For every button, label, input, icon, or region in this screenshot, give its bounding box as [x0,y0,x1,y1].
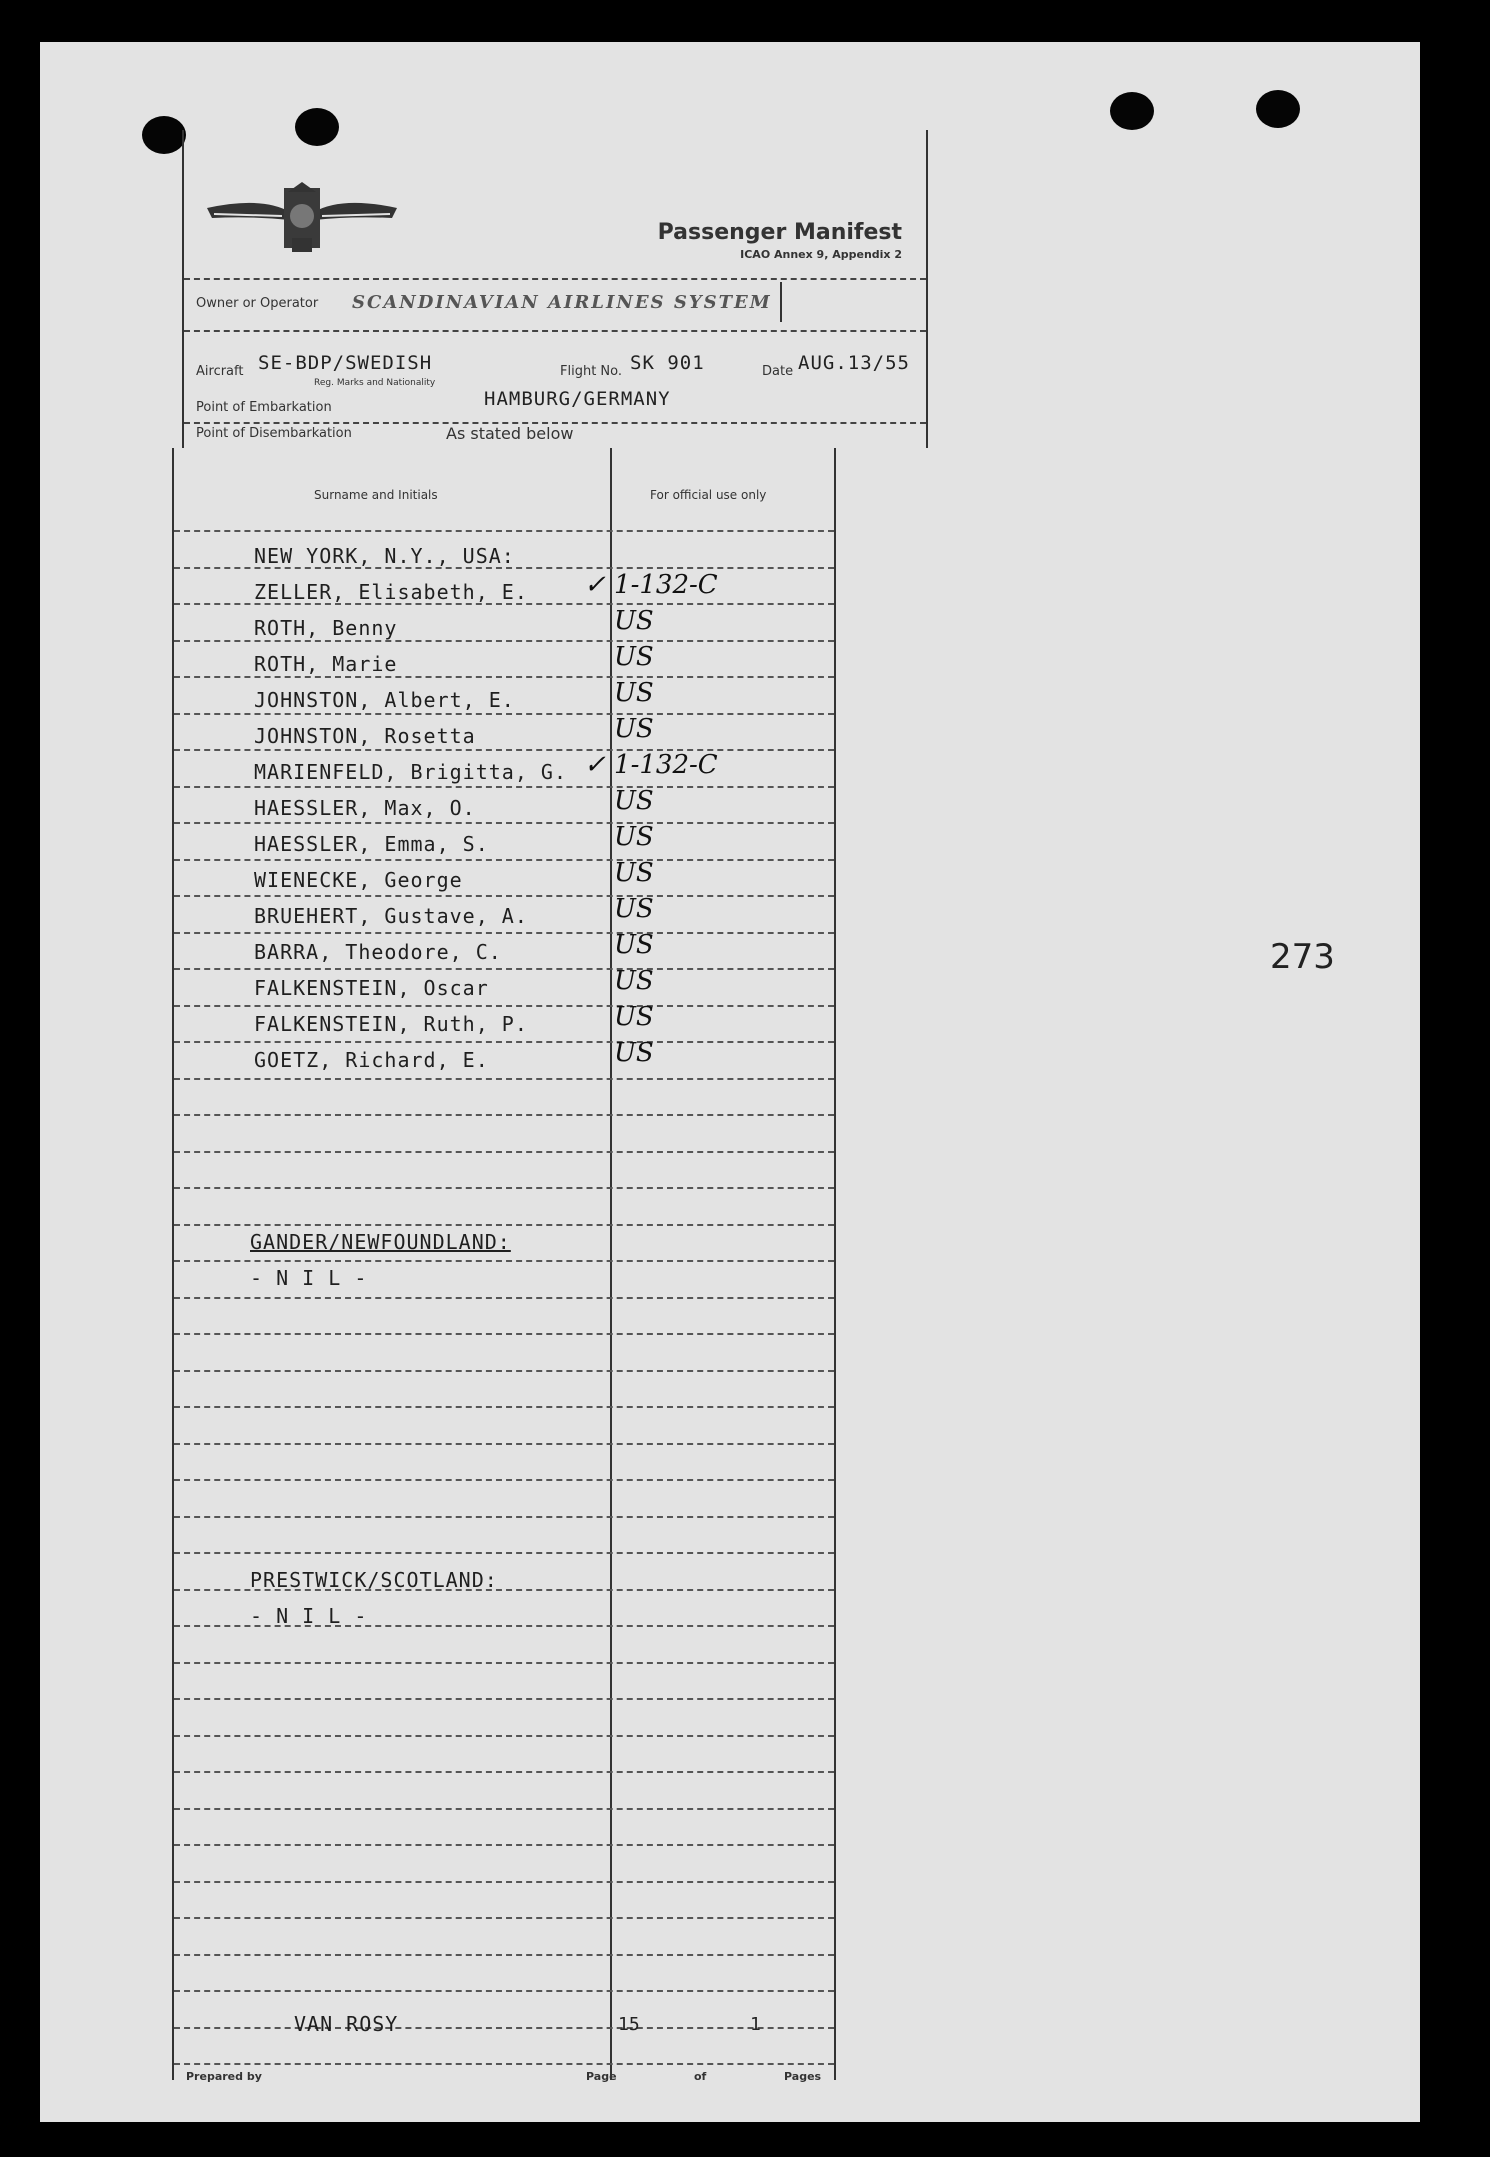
column-divider [610,448,612,2080]
passenger-name: ROTH, Marie [254,652,398,676]
ruled-line [174,1406,834,1408]
pages-label: Pages [784,2070,822,2083]
passenger-name: BARRA, Theodore, C. [254,940,502,964]
official-mark: US [614,930,654,960]
ruled-line [174,1954,834,1956]
winged-crest-logo-icon [202,178,402,260]
aircraft-sublabel: Reg. Marks and Nationality [314,378,436,388]
ruled-line [174,1078,834,1080]
official-mark: US [614,642,654,672]
official-mark: US [614,1002,654,1032]
official-mark: US [614,894,654,924]
official-mark: US [614,714,654,744]
manifest-header [182,130,928,448]
page-label: Page [586,2070,617,2083]
divider [184,278,926,280]
ruled-line [174,895,834,897]
prestwick-value: - N I L - [250,1604,368,1628]
official-mark: US [614,786,654,816]
ruled-line [174,2063,834,2065]
passenger-name: HAESSLER, Max, O. [254,796,476,820]
ruled-line [174,1808,834,1810]
ruled-line [174,968,834,970]
ruled-line [174,530,834,532]
owner-value: SCANDINAVIAN AIRLINES SYSTEM [352,292,772,313]
ruled-line [174,786,834,788]
owner-label: Owner or Operator [196,296,319,311]
form-title: Passenger Manifest [657,220,902,245]
flight-value: SK 901 [630,352,705,374]
disembark-value: As stated below [446,424,574,443]
flight-label: Flight No. [560,364,623,379]
ruled-line [174,859,834,861]
passenger-name: ROTH, Benny [254,616,398,640]
disembark-label: Point of Disembarkation [196,426,352,441]
passenger-name: MARIENFELD, Brigitta, G. [254,760,567,784]
total-count: 15 [618,2014,640,2035]
signature-name: VAN ROSY [294,2012,399,2036]
date-value: AUG.13/55 [798,352,910,374]
passenger-name: JOHNSTON, Rosetta [254,724,476,748]
punch-hole [1256,90,1300,128]
ruled-line [174,1479,834,1481]
aircraft-label: Aircraft [196,364,244,379]
punch-hole [1110,92,1154,130]
official-mark: ✓ 1-132-C [584,570,718,600]
ruled-line [174,1698,834,1700]
prepared-by-label: Prepared by [186,2070,262,2083]
form-subtitle: ICAO Annex 9, Appendix 2 [740,248,902,261]
passenger-name: HAESSLER, Emma, S. [254,832,489,856]
passenger-table [172,448,836,2083]
ruled-line [174,1260,834,1262]
col-official-header: For official use only [650,488,767,502]
date-label: Date [762,364,794,379]
ruled-line [174,1297,834,1299]
punch-hole [142,116,186,154]
divider [780,282,782,322]
gander-value: - N I L - [250,1266,368,1290]
ruled-line [174,1224,834,1226]
official-mark: US [614,678,654,708]
destination-heading: NEW YORK, N.Y., USA: [254,544,515,568]
official-mark: US [614,1038,654,1068]
ruled-line [174,1443,834,1445]
ruled-line [174,676,834,678]
prestwick-heading: PRESTWICK/SCOTLAND: [250,1568,498,1592]
ruled-line [174,1881,834,1883]
embark-label: Point of Embarkation [196,400,332,415]
passenger-name: WIENECKE, George [254,868,463,892]
passenger-name: JOHNSTON, Albert, E. [254,688,515,712]
official-mark: US [614,606,654,636]
ruled-line [174,1990,834,1992]
ruled-line [174,1735,834,1737]
ruled-line [174,1552,834,1554]
ruled-line [174,1005,834,1007]
ruled-line [174,1516,834,1518]
ruled-line [174,1114,834,1116]
ruled-line [174,1151,834,1153]
passenger-name: BRUEHERT, Gustave, A. [254,904,528,928]
ruled-line [174,713,834,715]
official-mark: US [614,858,654,888]
page-number: 273 [1270,937,1335,977]
ruled-line [174,1844,834,1846]
embark-value: HAMBURG/GERMANY [484,388,671,410]
aircraft-value: SE-BDP/SWEDISH [258,352,433,374]
ruled-line [174,1187,834,1189]
gander-heading: GANDER/NEWFOUNDLAND: [250,1230,511,1254]
of-label: of [694,2070,707,2083]
official-mark: ✓ 1-132-C [584,750,718,780]
ruled-line [174,1370,834,1372]
ruled-line [174,1041,834,1043]
ruled-line [174,1662,834,1664]
ruled-line [174,1771,834,1773]
ruled-line [174,822,834,824]
official-mark: US [614,822,654,852]
passenger-name: FALKENSTEIN, Ruth, P. [254,1012,528,1036]
passenger-name: FALKENSTEIN, Oscar [254,976,489,1000]
total-second: 1 [750,2014,761,2035]
col-name-header: Surname and Initials [314,488,438,502]
passenger-name: ZELLER, Elisabeth, E. [254,580,528,604]
ruled-line [174,749,834,751]
passenger-name: GOETZ, Richard, E. [254,1048,489,1072]
ruled-line [174,1333,834,1335]
ruled-line [174,2027,834,2029]
divider [184,330,926,332]
official-mark: US [614,966,654,996]
ruled-line [174,932,834,934]
ruled-line [174,1917,834,1919]
